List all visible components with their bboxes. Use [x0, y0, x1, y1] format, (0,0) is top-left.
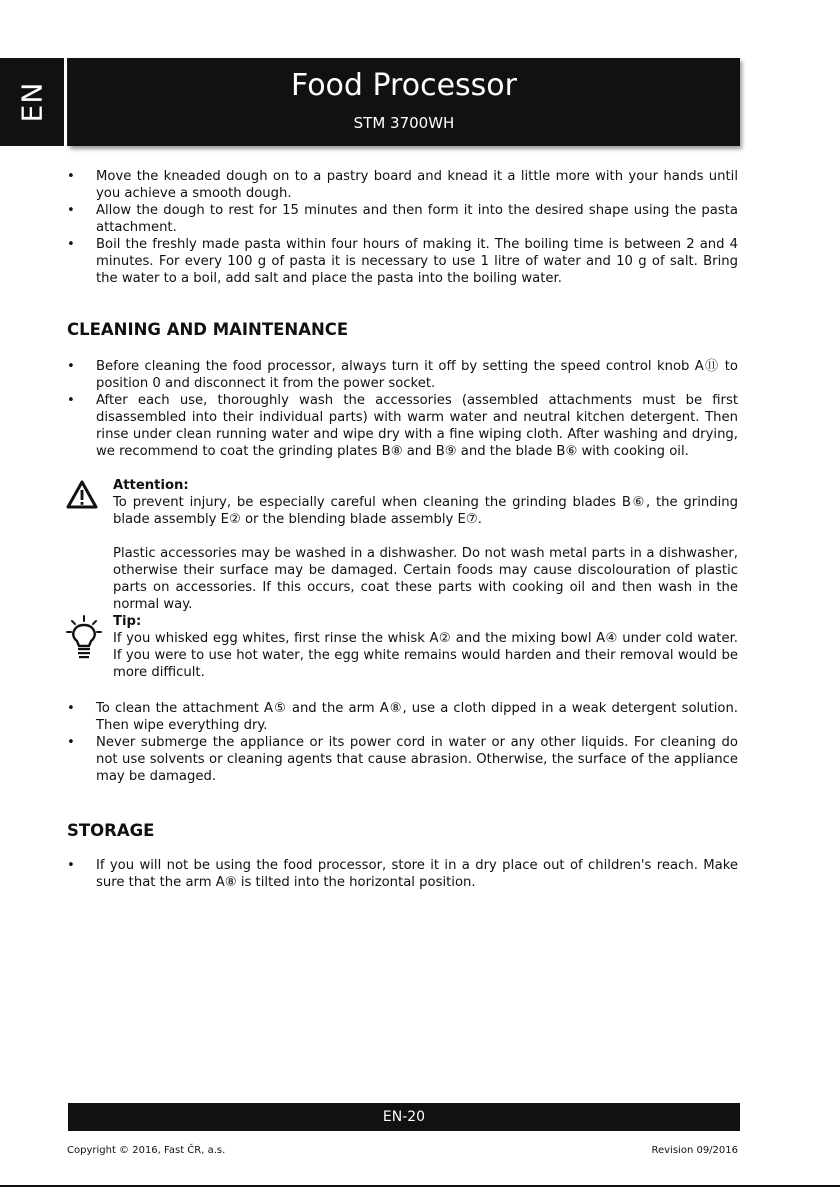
tip-note: [113, 613, 738, 681]
list-item: • Before cleaning the food processor, always turn it off by setting the speed control knob A⑪ to position 0 and disconnect it from the power socket.: [67, 359, 738, 391]
list-item: • Move the kneaded dough on to a pastry board and knead it a little more with your hands until you achieve a smooth dough.: [67, 169, 738, 201]
list-item: • Allow the dough to rest for 15 minutes and then form it into the desired shape using the pasta attachment.: [67, 203, 738, 235]
section-heading-storage: STORAGE: [67, 821, 155, 840]
section-heading-cleaning: CLEANING AND MAINTENANCE: [67, 320, 349, 339]
light-bulb-icon: [66, 614, 102, 662]
attention-note: [113, 477, 738, 528]
list-item: • If you will not be using the food processor, store it in a dry place out of children's reach. Make sure that the arm A⑧ is tilted into the horizontal position.: [67, 858, 738, 890]
page-header: [68, 58, 740, 146]
storage-list: [67, 857, 738, 891]
page-number: EN-20: [382, 1109, 426, 1125]
language-tab: [0, 58, 64, 146]
divider: [0, 1185, 840, 1187]
cleaning-list: [67, 358, 738, 460]
attention-text: To prevent injury, be especially careful when cleaning the grinding blades B⑥, the grinding blade assembly E② or the blending blade assembly E⑦.: [113, 495, 738, 527]
page-title: Food Processor: [291, 68, 517, 103]
list-item: • Boil the freshly made pasta within four hours of making it. The boiling time is between 2 and 4 minutes. For every 100 g of pasta it is necessary to use 1 litre of water and 10 g of salt. Bring the water to a boil, add salt and place the pasta into the boiling water.: [67, 237, 738, 286]
page-number-bar: [68, 1103, 740, 1131]
model-number: STM 3700WH: [353, 114, 455, 132]
tip-text: If you whisked egg whites, first rinse the whisk A② and the mixing bowl A④ under cold water. If you were to use hot water, the egg white remains would harden and their removal would be more difficult.: [113, 631, 738, 680]
list-item: • Never submerge the appliance or its power cord in water or any other liquids. For cleaning do not use solvents or cleaning agents that cause abrasion. Otherwise, the surface of the appliance may be damaged.: [67, 735, 738, 784]
attention-title: Attention:: [113, 478, 189, 493]
intro-list: [67, 168, 738, 287]
revision: Revision 09/2016: [651, 1145, 738, 1156]
tip-title: Tip:: [113, 614, 142, 629]
cleaning-list-2: [67, 700, 738, 785]
list-item: • After each use, thoroughly wash the accessories (assembled attachments must be first disassembled into their individual parts) with warm water and neutral kitchen detergent. Then rinse under clean running water and wipe dry with a fine wiping cloth. After washing and drying, we recommend to coat the grinding plates B⑧ and B⑨ and the blade B⑥ with cooking oil.: [67, 393, 738, 459]
attention-paragraph: Plastic accessories may be washed in a dishwasher. Do not wash metal parts in a dishwasher, otherwise their surface may be damaged. Certain foods may cause discolouration of plastic parts on accessories. If this occurs, coat these parts with cooking oil and then wash in the normal way.: [113, 546, 738, 612]
copyright: Copyright © 2016, Fast ČR, a.s.: [67, 1145, 226, 1156]
warning-triangle-icon: [66, 480, 98, 510]
language-code: EN: [15, 81, 49, 123]
list-item: • To clean the attachment A⑤ and the arm A⑧, use a cloth dipped in a weak detergent solution. Then wipe everything dry.: [67, 701, 738, 733]
